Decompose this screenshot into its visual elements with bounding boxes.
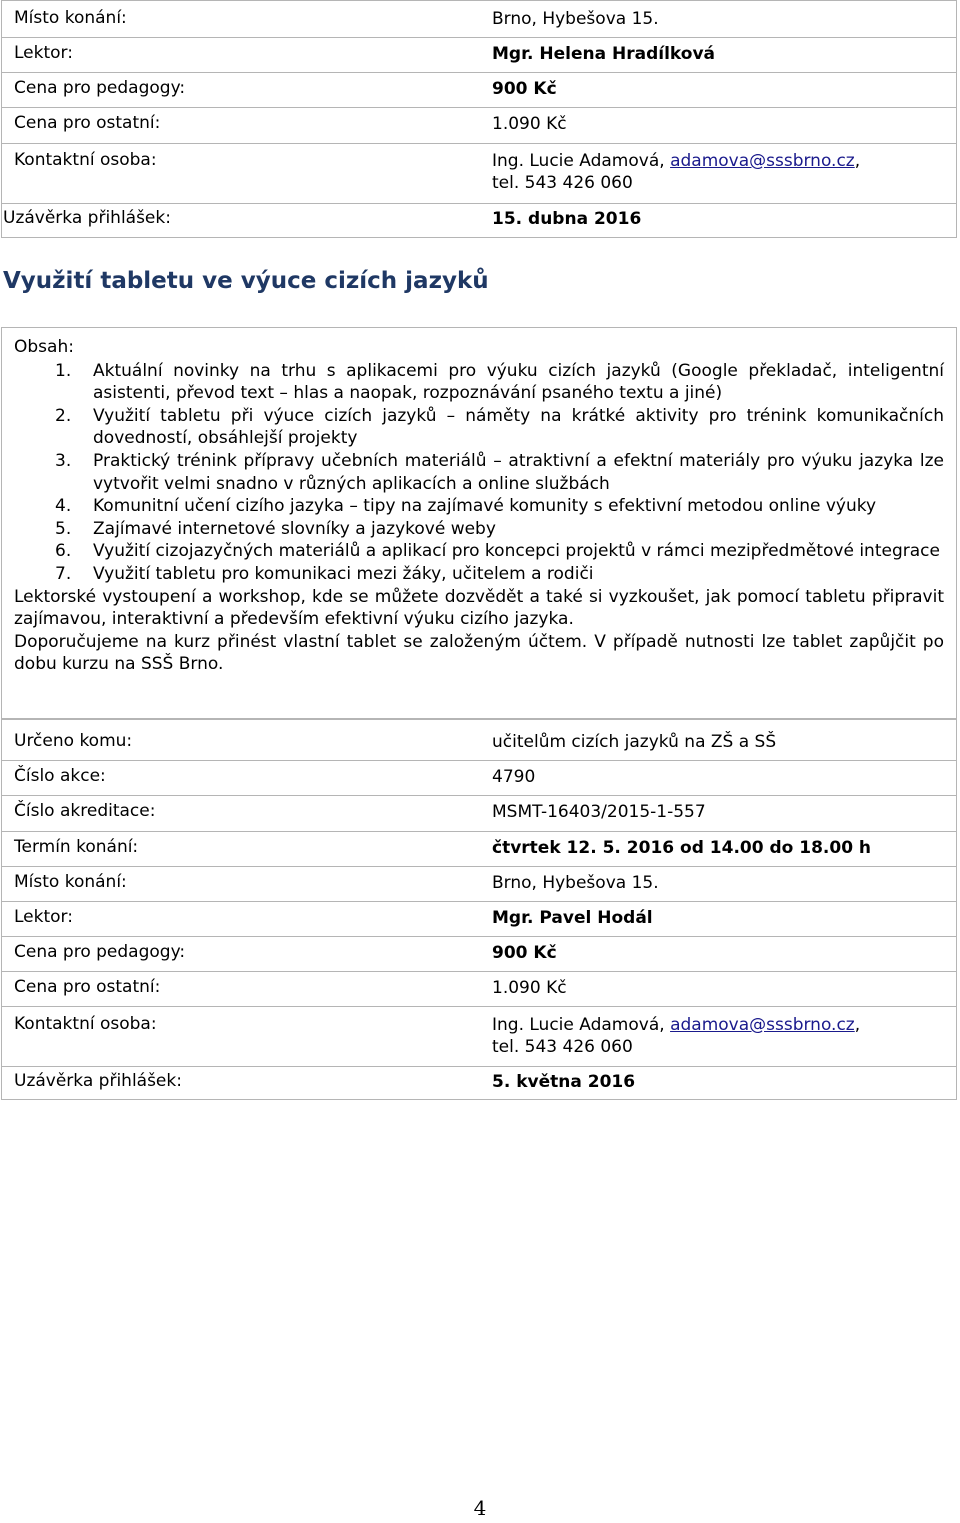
lecturer-label: Lektor: (14, 43, 73, 63)
course-content (14, 336, 944, 676)
course-content-box (1, 327, 957, 719)
list-item (14, 563, 944, 586)
deadline-label: Uzávěrka přihlášek: (14, 1071, 182, 1091)
contact-label: Kontaktní osoba: (14, 150, 157, 170)
topic-number: 6. (55, 541, 72, 562)
price-others-value: 1.090 Kč (492, 114, 567, 134)
place-label: Místo konání: (14, 872, 127, 892)
lecturer-row (2, 901, 956, 937)
price-teachers-row (2, 72, 956, 108)
lecturer-value: Mgr. Helena Hradílková (492, 44, 716, 64)
accreditation-row (2, 795, 956, 832)
contact-value (492, 1014, 860, 1058)
deadline-row (2, 1066, 956, 1099)
topics-list (14, 360, 944, 586)
list-item (14, 405, 944, 450)
topic-text: Praktický trénink přípravy učebních materiálů – atraktivní a efektní materiály pro výuku jazyka lze vytvořit velmi snadno v různých aplikacích a online službách (93, 450, 944, 494)
topic-number: 3. (55, 450, 72, 471)
price-teachers-label: Cena pro pedagogy: (14, 78, 186, 98)
contact-row (2, 1006, 956, 1067)
place-label: Místo konání: (14, 8, 127, 28)
date-row (2, 831, 956, 867)
topic-text: Aktuální novinky na trhu s aplikacemi pro výuku cizích jazyků (Google překladač, inteligentní asistenti, převod text – hlas a naopak, rozpoznávání psaného textu a jiné) (93, 360, 944, 404)
course-details-table (1, 719, 957, 1100)
date-label: Termín konání: (14, 837, 139, 857)
topic-text: Zajímavé internetové slovníky a jazykové weby (93, 518, 496, 539)
list-item (14, 450, 944, 495)
content-heading: Obsah: (14, 337, 74, 357)
topic-text: Využití tabletu při výuce cizích jazyků – náměty na krátké aktivity pro trénink komunikačních dovedností, obsáhlejší projekty (93, 405, 944, 449)
place-row (2, 1, 956, 38)
price-others-label: Cena pro ostatní: (14, 977, 161, 997)
lecturer-row (2, 37, 956, 73)
contact-name: Ing. Lucie Adamová, (492, 151, 665, 171)
contact-label: Kontaktní osoba: (14, 1014, 157, 1034)
price-teachers-label: Cena pro pedagogy: (14, 942, 186, 962)
accreditation-label: Číslo akreditace: (14, 801, 156, 821)
contact-email-link[interactable]: adamova@sssbrno.cz (670, 1015, 855, 1035)
place-value: Brno, Hybešova 15. (492, 873, 659, 893)
contact-email-suffix: , (854, 1015, 861, 1035)
lecturer-label: Lektor: (14, 907, 73, 927)
list-item (14, 495, 944, 518)
course-title: Využití tabletu ve výuce cizích jazyků (3, 268, 489, 294)
price-teachers-value: 900 Kč (492, 79, 557, 99)
deadline-label: Uzávěrka přihlášek: (3, 208, 171, 228)
list-item (14, 360, 944, 405)
place-value: Brno, Hybešova 15. (492, 9, 659, 29)
price-others-row (2, 971, 956, 1007)
topic-number: 5. (55, 518, 72, 539)
topic-number: 7. (55, 563, 72, 584)
list-item (14, 540, 944, 563)
audience-row (2, 720, 956, 761)
topic-number: 4. (55, 496, 72, 517)
contact-email-link[interactable]: adamova@sssbrno.cz (670, 151, 855, 171)
contact-phone: tel. 543 426 060 (492, 1037, 633, 1057)
price-others-value: 1.090 Kč (492, 978, 567, 998)
audience-label: Určeno komu: (14, 731, 133, 751)
topic-text: Využití cizojazyčných materiálů a aplikací pro koncepci projektů v rámci mezipředmětové integrace (93, 541, 940, 562)
contact-email-suffix: , (854, 151, 861, 171)
contact-phone: tel. 543 426 060 (492, 173, 633, 193)
topic-text: Komunitní učení cizího jazyka – tipy na zajímavé komunity s efektivní metodou online výuky (93, 496, 877, 517)
page-number: 4 (473, 1496, 487, 1520)
contact-row (2, 143, 956, 204)
price-teachers-row (2, 936, 956, 972)
action-number-label: Číslo akce: (14, 766, 106, 786)
topic-number: 2. (55, 405, 72, 426)
deadline-value: 15. dubna 2016 (492, 209, 642, 229)
action-number-row (2, 760, 956, 796)
previous-course-table (1, 0, 957, 238)
contact-value (492, 150, 860, 194)
deadline-value: 5. května 2016 (492, 1072, 636, 1092)
lecturer-value: Mgr. Pavel Hodál (492, 908, 653, 928)
price-others-label: Cena pro ostatní: (14, 113, 161, 133)
course-recommendation: Doporučujeme na kurz přinést vlastní tablet se založeným účtem. V případě nutnosti lze tablet zapůjčit po dobu kurzu na SSŠ Brno. (14, 631, 944, 675)
price-others-row (2, 107, 956, 144)
list-item (14, 518, 944, 541)
audience-value: učitelům cizích jazyků na ZŠ a SŠ (492, 732, 777, 752)
accreditation-value: MSMT-16403/2015-1-557 (492, 802, 706, 822)
place-row (2, 866, 956, 902)
topic-number: 1. (55, 360, 72, 381)
deadline-row (2, 203, 956, 237)
action-number-value: 4790 (492, 767, 536, 787)
contact-name: Ing. Lucie Adamová, (492, 1015, 665, 1035)
date-value: čtvrtek 12. 5. 2016 od 14.00 do 18.00 h (492, 838, 872, 858)
course-description: Lektorské vystoupení a workshop, kde se můžete dozvědět a také si vyzkoušet, jak pomocí tabletu připravit zajímavou, interaktivní a především efektivní výuku cizího jazyka. (14, 586, 944, 630)
topic-text: Využití tabletu pro komunikaci mezi žáky, učitelem a rodiči (93, 563, 594, 584)
price-teachers-value: 900 Kč (492, 943, 557, 963)
